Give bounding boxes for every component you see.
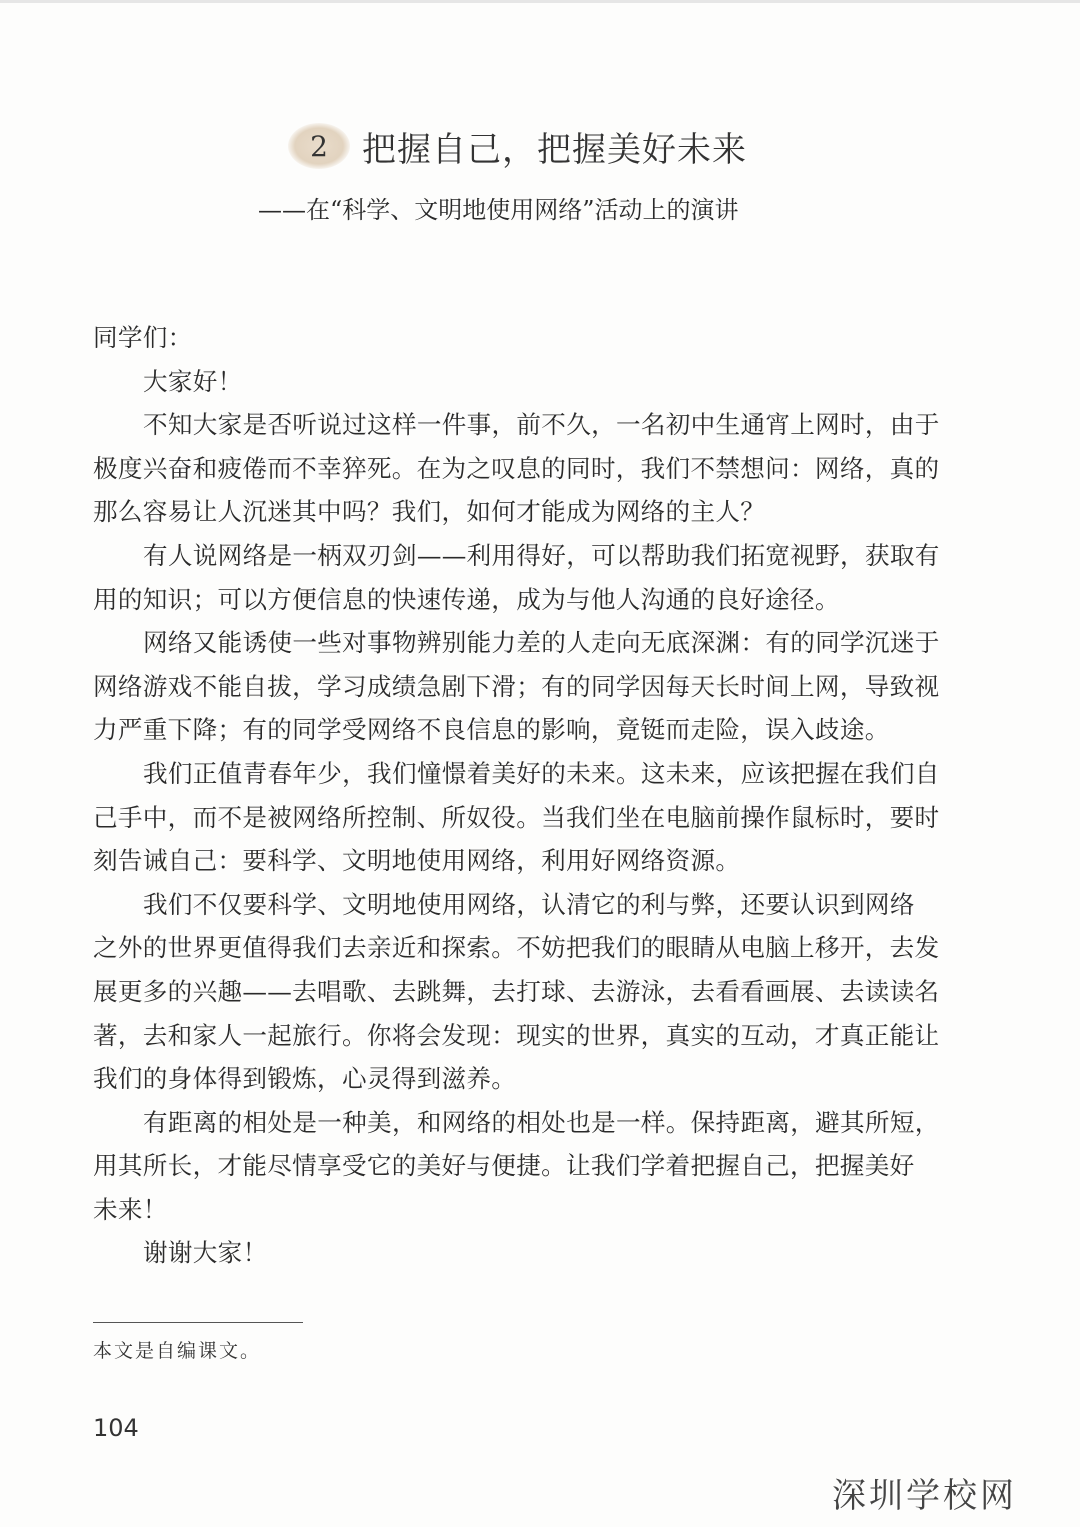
text-line: 用其所长，才能尽情享受它的美好与便捷。让我们学着把握自己，把握美好	[93, 1151, 915, 1181]
text-line: 不知大家是否听说过这样一件事，前不久，一名初中生通宵上网时，由于	[143, 410, 940, 440]
text-line: 有距离的相处是一种美，和网络的相处也是一样。保持距离，避其所短，	[143, 1107, 940, 1137]
text-line: 谢谢大家！	[143, 1238, 268, 1268]
site-watermark: 深圳学校网	[832, 1476, 1017, 1516]
text-line: 之外的世界更值得我们去亲近和探索。不妨把我们的眼睛从电脑上移开，去发	[93, 933, 940, 963]
text-line: 我们的身体得到锻炼，心灵得到滋养。	[93, 1064, 517, 1094]
text-line: 网络又能诱使一些对事物辨别能力差的人走向无底深渊：有的同学沉迷于	[143, 628, 940, 658]
page-number: 104	[93, 1414, 139, 1442]
text-line: 用的知识；可以方便信息的快速传递，成为与他人沟通的良好途径。	[93, 584, 840, 614]
text-line: 网络游戏不能自拔，学习成绩急剧下滑；有的同学因每天长时间上网，导致视	[93, 671, 940, 701]
text-line: 那么容易让人沉迷其中吗？我们，如何才能成为网络的主人？	[93, 497, 766, 527]
paragraph	[93, 316, 943, 360]
paragraph	[93, 1101, 943, 1232]
paragraph	[93, 403, 943, 534]
speech-body	[93, 316, 943, 1275]
lesson-heading	[288, 118, 747, 174]
text-line: 展更多的兴趣——去唱歌、去跳舞，去打球、去游泳，去看看画展、去读读名	[93, 976, 940, 1006]
lesson-number: 2	[310, 129, 328, 163]
text-line: 著，去和家人一起旅行。你将会发现：现实的世界，真实的互动，才真正能让	[93, 1020, 940, 1050]
lesson-title: 把握自己，把握美好未来	[362, 129, 747, 170]
paragraph	[93, 883, 943, 1101]
text-line: 力严重下降；有的同学受网络不良信息的影响，竟铤而走险，误入歧途。	[93, 715, 890, 745]
footnote: 本文是自编课文。	[93, 1340, 262, 1362]
text-line: 我们正值青春年少，我们憧憬着美好的未来。这未来，应该把握在我们自	[143, 758, 940, 788]
text-line: 刻告诫自己：要科学、文明地使用网络，利用好网络资源。	[93, 846, 741, 876]
text-line: 大家好！	[143, 366, 243, 396]
paragraph	[93, 752, 943, 883]
paragraph	[93, 1231, 943, 1275]
text-line: 有人说网络是一柄双刃剑——利用得好，可以帮助我们拓宽视野，获取有	[143, 540, 940, 570]
footnote-divider	[93, 1322, 303, 1323]
text-line: 未来！	[93, 1194, 168, 1224]
text-line: 我们不仅要科学、文明地使用网络，认清它的利与弊，还要认识到网络	[143, 889, 915, 919]
text-line: 同学们：	[93, 323, 193, 352]
paragraph	[93, 621, 943, 752]
paragraph	[93, 534, 943, 621]
lesson-number-badge	[288, 123, 350, 169]
paragraph	[93, 360, 943, 404]
text-line: 极度兴奋和疲倦而不幸猝死。在为之叹息的同时，我们不禁想问：网络，真的	[93, 453, 940, 483]
lesson-subtitle: ——在“科学、文明地使用网络”活动上的演讲	[258, 196, 739, 224]
page-top-edge	[0, 0, 1080, 3]
text-line: 己手中，而不是被网络所控制、所奴役。当我们坐在电脑前操作鼠标时，要时	[93, 802, 940, 832]
